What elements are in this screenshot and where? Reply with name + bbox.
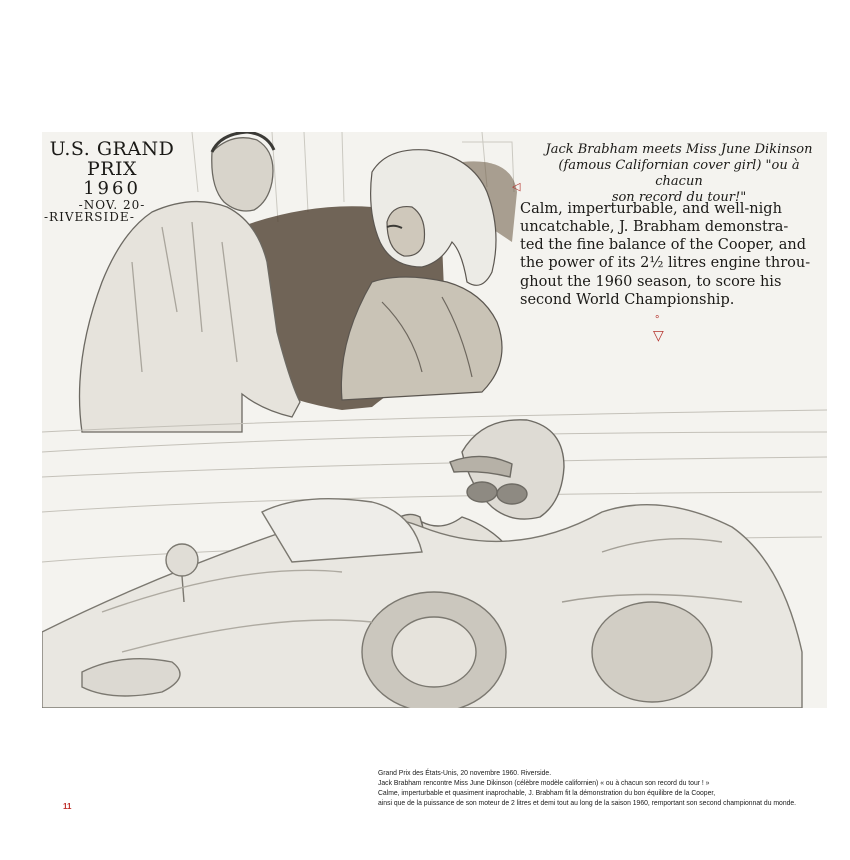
caption bbox=[378, 768, 797, 808]
annotation-body-line: second World Championship. bbox=[520, 291, 735, 308]
annotation-heading-line: Jack Brabham meets Miss June Dikinson bbox=[545, 142, 813, 157]
title-line-3: -NOV. 20- bbox=[78, 197, 146, 212]
title-line-1: U.S. GRAND PRIX bbox=[49, 138, 175, 180]
annotation-body-line: ted the fine balance of the Cooper, and bbox=[520, 237, 807, 254]
page-number: 11 bbox=[63, 802, 72, 811]
annotation-body-line: Calm, imperturbable, and well-nigh bbox=[520, 201, 782, 217]
annotation-heading bbox=[534, 142, 824, 205]
left-triangle-marker-icon: ◁ bbox=[512, 181, 521, 193]
circle-marker-icon: ° bbox=[655, 314, 660, 326]
down-triangle-marker-icon: ▽ bbox=[653, 327, 664, 343]
title-line-4: -RIVERSIDE- bbox=[44, 210, 135, 225]
annotation-body bbox=[520, 200, 824, 309]
annotation-heading-line: son record du tour!" bbox=[611, 189, 747, 205]
annotation-body-line: the power of its 2½ litres engine throu- bbox=[520, 255, 811, 272]
annotation-heading-line: (famous Californian cover girl) "ou à chacun bbox=[558, 157, 800, 189]
caption-line: Calme, imperturbable et quasiment inaprochable, J. Brabham fit la démonstration du bon équilibre de la Cooper, bbox=[378, 788, 716, 797]
illustration-plate bbox=[42, 132, 827, 708]
title-block bbox=[42, 140, 182, 224]
annotation-body-line: ghout the 1960 season, to score his bbox=[520, 273, 782, 290]
caption-line: ainsi que de la puissance de son moteur de 2 litres et demi tout au long de la saison 1960, remportant son second championnat du monde. bbox=[378, 798, 797, 807]
title-line-2: 1960 bbox=[83, 177, 141, 199]
caption-line: Jack Brabham rencontre Miss June Dikinson (célèbre modèle californien) « ou à chacun son record du tour ! » bbox=[378, 778, 710, 787]
annotation-body-line: uncatchable, J. Brabham demonstra- bbox=[520, 219, 789, 236]
caption-line: Grand Prix des États-Unis, 20 novembre 1960. Riverside. bbox=[378, 768, 552, 777]
